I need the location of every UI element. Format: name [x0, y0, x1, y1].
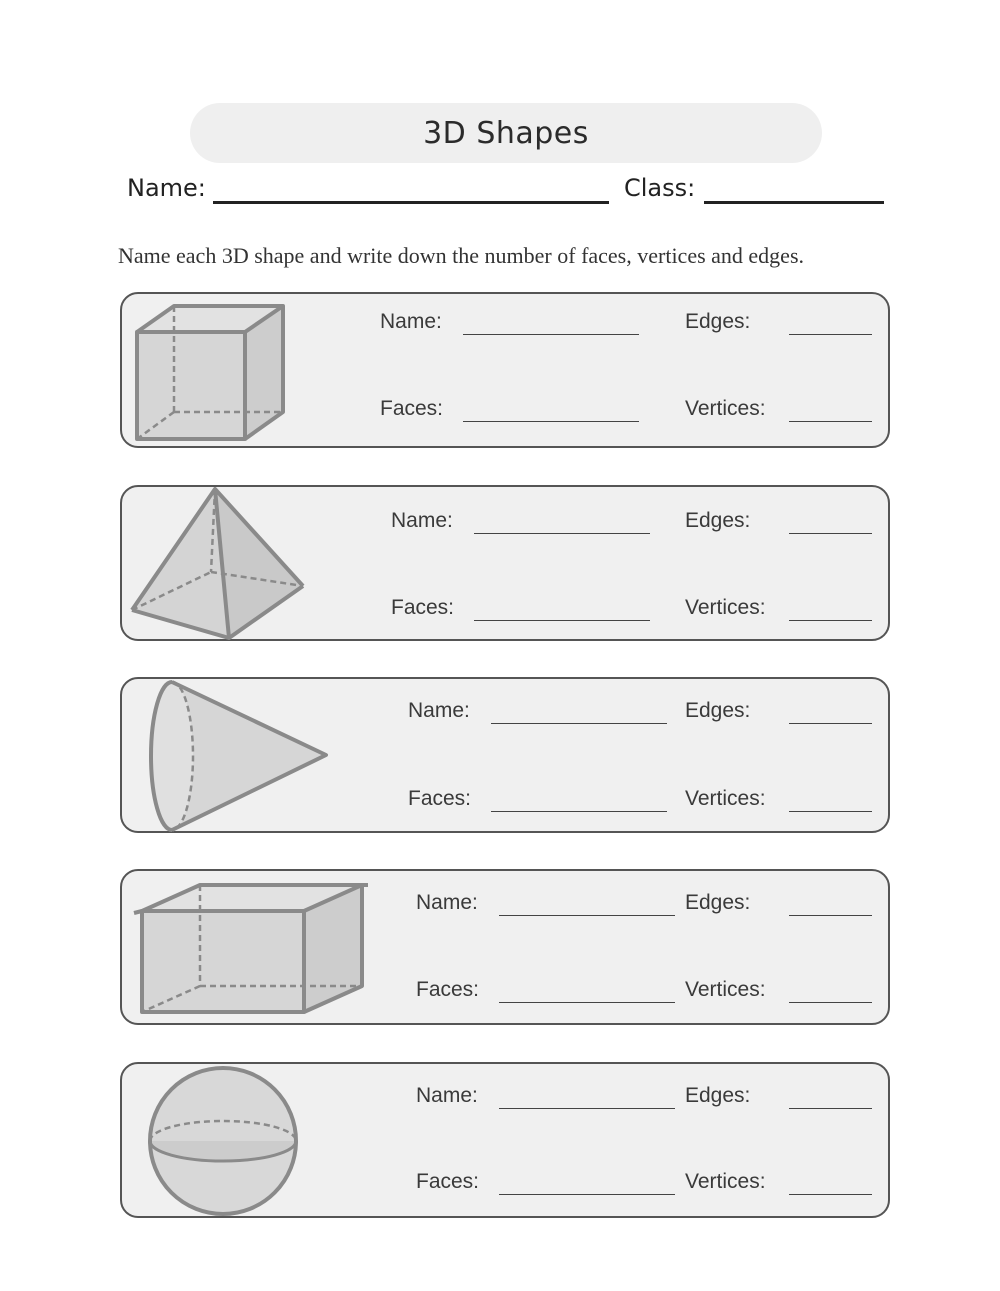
- vertices-label: Vertices:: [685, 596, 766, 619]
- faces-answer-field[interactable]: [499, 1002, 675, 1003]
- vertices-answer-field[interactable]: [789, 620, 872, 621]
- name-answer-field[interactable]: [474, 533, 650, 534]
- faces-answer-field[interactable]: [499, 1194, 675, 1195]
- name-label: Name:: [408, 699, 470, 722]
- shape-card-sphere: [120, 1062, 890, 1218]
- sphere-icon: [122, 1064, 322, 1220]
- faces-answer-field[interactable]: [491, 811, 667, 812]
- edges-label: Edges:: [685, 509, 751, 532]
- vertices-answer-field[interactable]: [789, 1002, 872, 1003]
- cube-icon: [122, 294, 322, 450]
- student-name-field[interactable]: [213, 201, 609, 204]
- faces-label: Faces:: [416, 978, 480, 1001]
- vertices-label: Vertices:: [685, 1170, 766, 1193]
- edges-answer-field[interactable]: [789, 723, 872, 724]
- name-label: Name:: [416, 891, 478, 914]
- faces-answer-field[interactable]: [463, 421, 639, 422]
- cone-icon: [122, 679, 342, 835]
- edges-answer-field[interactable]: [789, 915, 872, 916]
- square-pyramid-icon: [122, 487, 322, 643]
- vertices-label: Vertices:: [685, 787, 766, 810]
- name-answer-field[interactable]: [463, 334, 639, 335]
- name-answer-field[interactable]: [491, 723, 667, 724]
- faces-label: Faces:: [408, 787, 472, 810]
- class-label: Class:: [624, 174, 696, 202]
- vertices-label: Vertices:: [685, 397, 766, 420]
- edges-label: Edges:: [685, 310, 751, 333]
- rectangular-prism-icon: [122, 871, 382, 1027]
- name-label: Name:: [391, 509, 453, 532]
- vertices-label: Vertices:: [685, 978, 766, 1001]
- student-name-label: Name:: [127, 174, 206, 202]
- edges-answer-field[interactable]: [789, 1108, 872, 1109]
- vertices-answer-field[interactable]: [789, 1194, 872, 1195]
- faces-answer-field[interactable]: [474, 620, 650, 621]
- shape-card-pyramid: [120, 485, 890, 641]
- faces-label: Faces:: [380, 397, 444, 420]
- edges-answer-field[interactable]: [789, 533, 872, 534]
- edges-label: Edges:: [685, 891, 751, 914]
- name-label: Name:: [380, 310, 442, 333]
- shape-card-cone: [120, 677, 890, 833]
- title-banner: [190, 103, 822, 163]
- shape-card-rectangular-prism: [120, 869, 890, 1025]
- edges-answer-field[interactable]: [789, 334, 872, 335]
- edges-label: Edges:: [685, 1084, 751, 1107]
- name-label: Name:: [416, 1084, 478, 1107]
- edges-label: Edges:: [685, 699, 751, 722]
- name-answer-field[interactable]: [499, 1108, 675, 1109]
- vertices-answer-field[interactable]: [789, 811, 872, 812]
- shape-card-cube: [120, 292, 890, 448]
- faces-label: Faces:: [391, 596, 455, 619]
- name-answer-field[interactable]: [499, 915, 675, 916]
- instructions: Name each 3D shape and write down the number of faces, vertices and edges.: [118, 243, 805, 268]
- page-title: 3D Shapes: [423, 115, 589, 151]
- class-field[interactable]: [704, 201, 884, 204]
- vertices-answer-field[interactable]: [789, 421, 872, 422]
- faces-label: Faces:: [416, 1170, 480, 1193]
